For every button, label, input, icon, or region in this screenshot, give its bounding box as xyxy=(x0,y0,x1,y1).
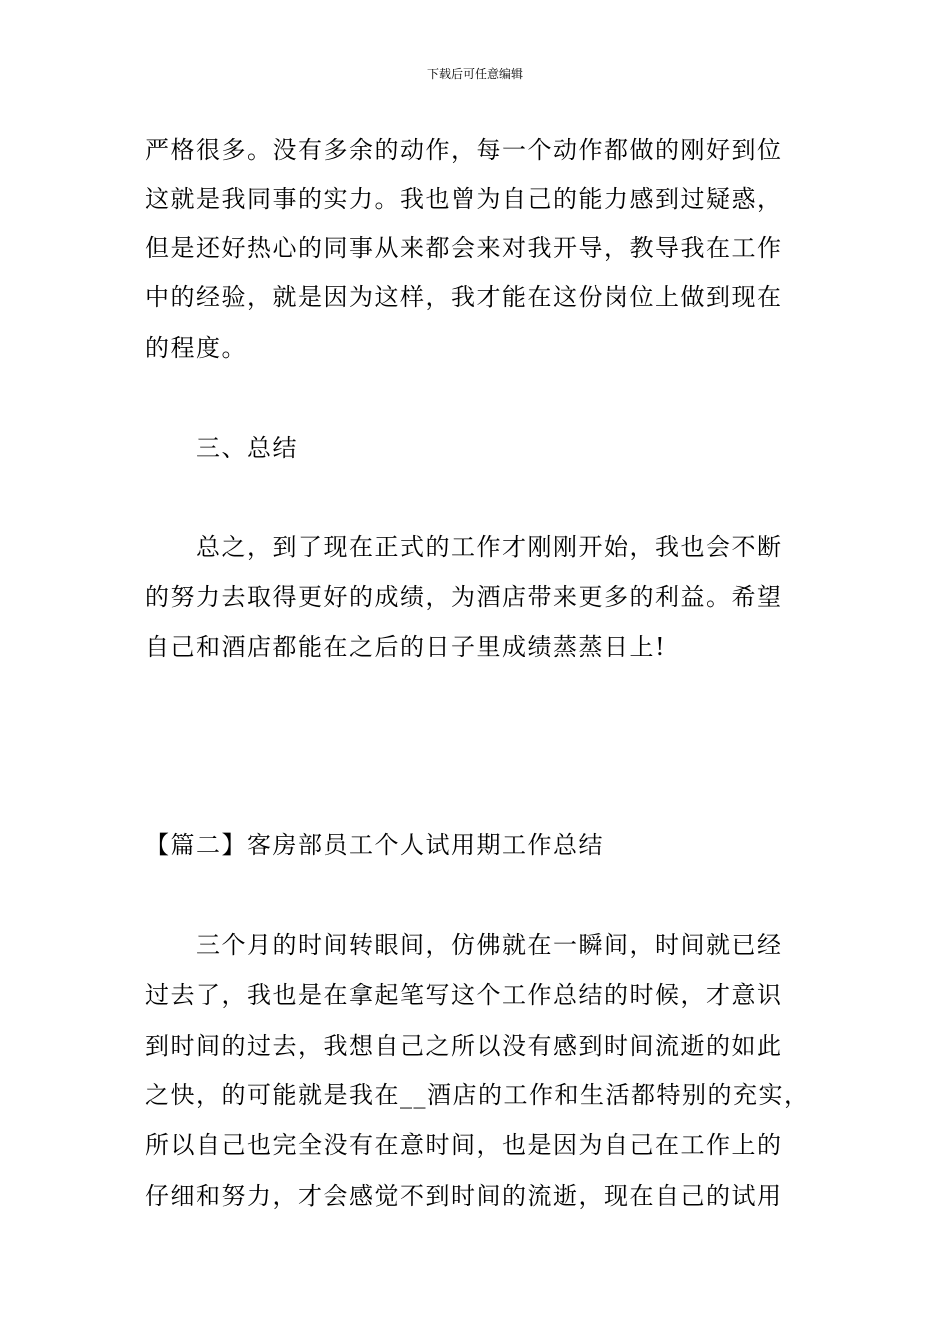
paragraph-1-line-1: 严格很多。没有多余的动作，每一个动作都做的刚好到位 xyxy=(145,136,783,164)
paragraph-3-line-4: 之快，的可能就是我在__酒店的工作和生活都特别的充实， xyxy=(145,1081,810,1109)
paragraph-3-line-3: 到时间的过去，我想自己之所以没有感到时间流逝的如此 xyxy=(145,1032,783,1060)
paragraph-1-line-4: 中的经验，就是因为这样，我才能在这份岗位上做到现在 xyxy=(145,283,783,311)
page-header: 下载后可任意编辑 xyxy=(426,67,523,81)
paragraph-3-line-2: 过去了，我也是在拿起笔写这个工作总结的时候，才意识 xyxy=(145,981,783,1009)
paragraph-2-line-1: 总之，到了现在正式的工作才刚刚开始，我也会不断 xyxy=(196,533,783,561)
paragraph-1-line-2: 这就是我同事的实力。我也曾为自己的能力感到过疑惑， xyxy=(145,185,783,213)
paragraph-2-line-3: 自己和酒店都能在之后的日子里成绩蒸蒸日上! xyxy=(145,633,667,661)
paragraph-3-line-1: 三个月的时间转眼间，仿佛就在一瞬间，时间就已经 xyxy=(196,931,783,959)
paragraph-3-line-5: 所以自己也完全没有在意时间，也是因为自己在工作上的 xyxy=(145,1131,783,1159)
section-heading: 三、总结 xyxy=(196,434,298,462)
article-title: 【篇二】客房部员工个人试用期工作总结 xyxy=(145,831,604,859)
paragraph-1-line-5: 的程度。 xyxy=(145,334,247,362)
paragraph-2-line-2: 的努力去取得更好的成绩，为酒店带来更多的利益。希望 xyxy=(145,583,783,611)
paragraph-3-line-6: 仔细和努力，才会感觉不到时间的流逝，现在自己的试用 xyxy=(145,1182,783,1210)
paragraph-1-line-3: 但是还好热心的同事从来都会来对我开导，教导我在工作 xyxy=(145,234,783,262)
